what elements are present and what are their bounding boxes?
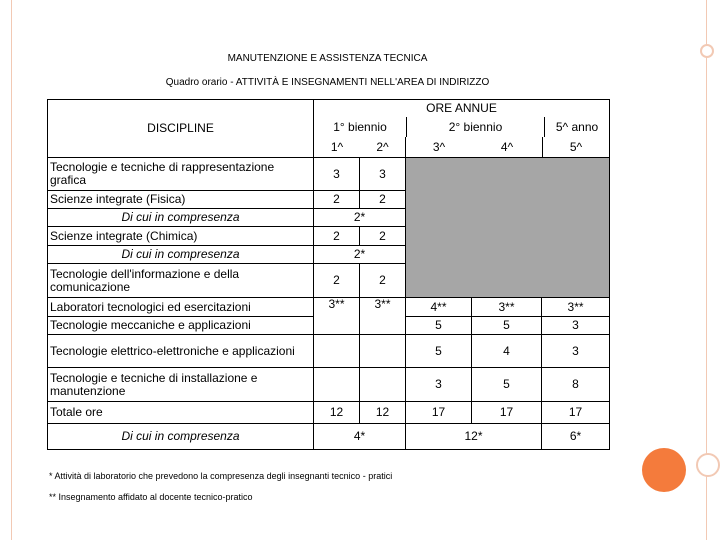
cell-total: 17: [472, 402, 542, 424]
footnote-laboratorio: * Attività di laboratorio che prevedono la compresenza degli insegnanti tecnico - pratici: [49, 471, 393, 481]
header-ore-annue: [314, 100, 610, 158]
row-totale: Totale ore: [48, 402, 314, 424]
cell-hours: 3**: [472, 298, 542, 317]
header-disciplines: DISCIPLINE: [48, 100, 314, 158]
cell-hours: 3: [406, 368, 472, 402]
header-year-1: 1^: [330, 140, 344, 154]
decor-circle-top: [700, 44, 714, 58]
row-disciplina: Tecnologie meccaniche e applicazioni: [48, 317, 314, 335]
cell-hours: 3**: [360, 298, 406, 335]
row-disciplina: Scienze integrate (Fisica): [48, 191, 314, 209]
cell-empty: [314, 368, 360, 402]
cell-empty: [360, 368, 406, 402]
cell-compresenza: 12*: [406, 424, 542, 450]
row-compresenza: Di cui in compresenza: [48, 246, 314, 264]
cell-total: 17: [542, 402, 610, 424]
cell-hours: 8: [542, 368, 610, 402]
header-quinto-anno: 5^ anno: [555, 120, 599, 134]
row-disciplina: Tecnologie elettrico-elettroniche e applicazioni: [48, 335, 314, 368]
header-year-5: 5^: [569, 140, 583, 154]
cell-hours: 4: [472, 335, 542, 368]
cell-hours: 2: [360, 191, 406, 209]
footnote-docente: ** Insegnamento affidato al docente tecnico-pratico: [49, 492, 253, 502]
cell-hours: 3: [314, 158, 360, 191]
cell-hours: 3: [542, 335, 610, 368]
cell-hours: 3: [542, 317, 610, 335]
header-year-3: 3^: [432, 140, 446, 154]
cell-empty: [314, 335, 360, 368]
cell-hours: 2: [314, 227, 360, 246]
cell-hours: 2: [314, 191, 360, 209]
cell-compresenza: 6*: [542, 424, 610, 450]
cell-hours: 2: [314, 264, 360, 298]
cell-hours: 5: [406, 335, 472, 368]
decor-circle-orange: [642, 448, 686, 492]
cell-compresenza: 2*: [314, 209, 406, 227]
cell-empty: [360, 335, 406, 368]
cell-hours: 5: [472, 317, 542, 335]
header-year-4: 4^: [472, 137, 543, 157]
decor-circle-white: [696, 453, 720, 477]
row-compresenza-totale: Di cui in compresenza: [48, 424, 314, 450]
page-title: MANUTENZIONE E ASSISTENZA TECNICA: [227, 53, 428, 64]
header-biennio-1: 1° biennio: [314, 117, 407, 137]
cell-hours: 3**: [542, 298, 610, 317]
cell-compresenza: 4*: [314, 424, 406, 450]
cell-total: 12: [360, 402, 406, 424]
header-year-2: 2^: [360, 137, 406, 157]
row-disciplina: Scienze integrate (Chimica): [48, 227, 314, 246]
cell-hours: 2: [360, 264, 406, 298]
cell-hours: 2: [360, 227, 406, 246]
cell-hours: 5: [406, 317, 472, 335]
cell-hours: 4**: [406, 298, 472, 317]
ore-annue-label: ORE ANNUE: [426, 101, 497, 115]
gray-block: [406, 158, 610, 298]
cell-hours: 3: [360, 158, 406, 191]
cell-total: 12: [314, 402, 360, 424]
row-disciplina: Tecnologie e tecniche di installazione e manutenzione: [48, 368, 314, 402]
row-compresenza: Di cui in compresenza: [48, 209, 314, 227]
cell-hours: 5: [472, 368, 542, 402]
cell-total: 17: [406, 402, 472, 424]
row-disciplina: Tecnologie dell'informazione e della comunicazione: [48, 264, 314, 298]
cell-compresenza: 2*: [314, 246, 406, 264]
row-disciplina: Tecnologie e tecniche di rappresentazione grafica: [48, 158, 314, 191]
timetable: [47, 99, 610, 450]
row-disciplina: Laboratori tecnologici ed esercitazioni: [48, 298, 314, 317]
cell-hours: 3**: [314, 298, 360, 335]
page-subtitle: Quadro orario - ATTIVITÀ E INSEGNAMENTI NELL'AREA DI INDIRIZZO: [165, 77, 490, 88]
header-biennio-2: 2° biennio: [407, 117, 545, 137]
